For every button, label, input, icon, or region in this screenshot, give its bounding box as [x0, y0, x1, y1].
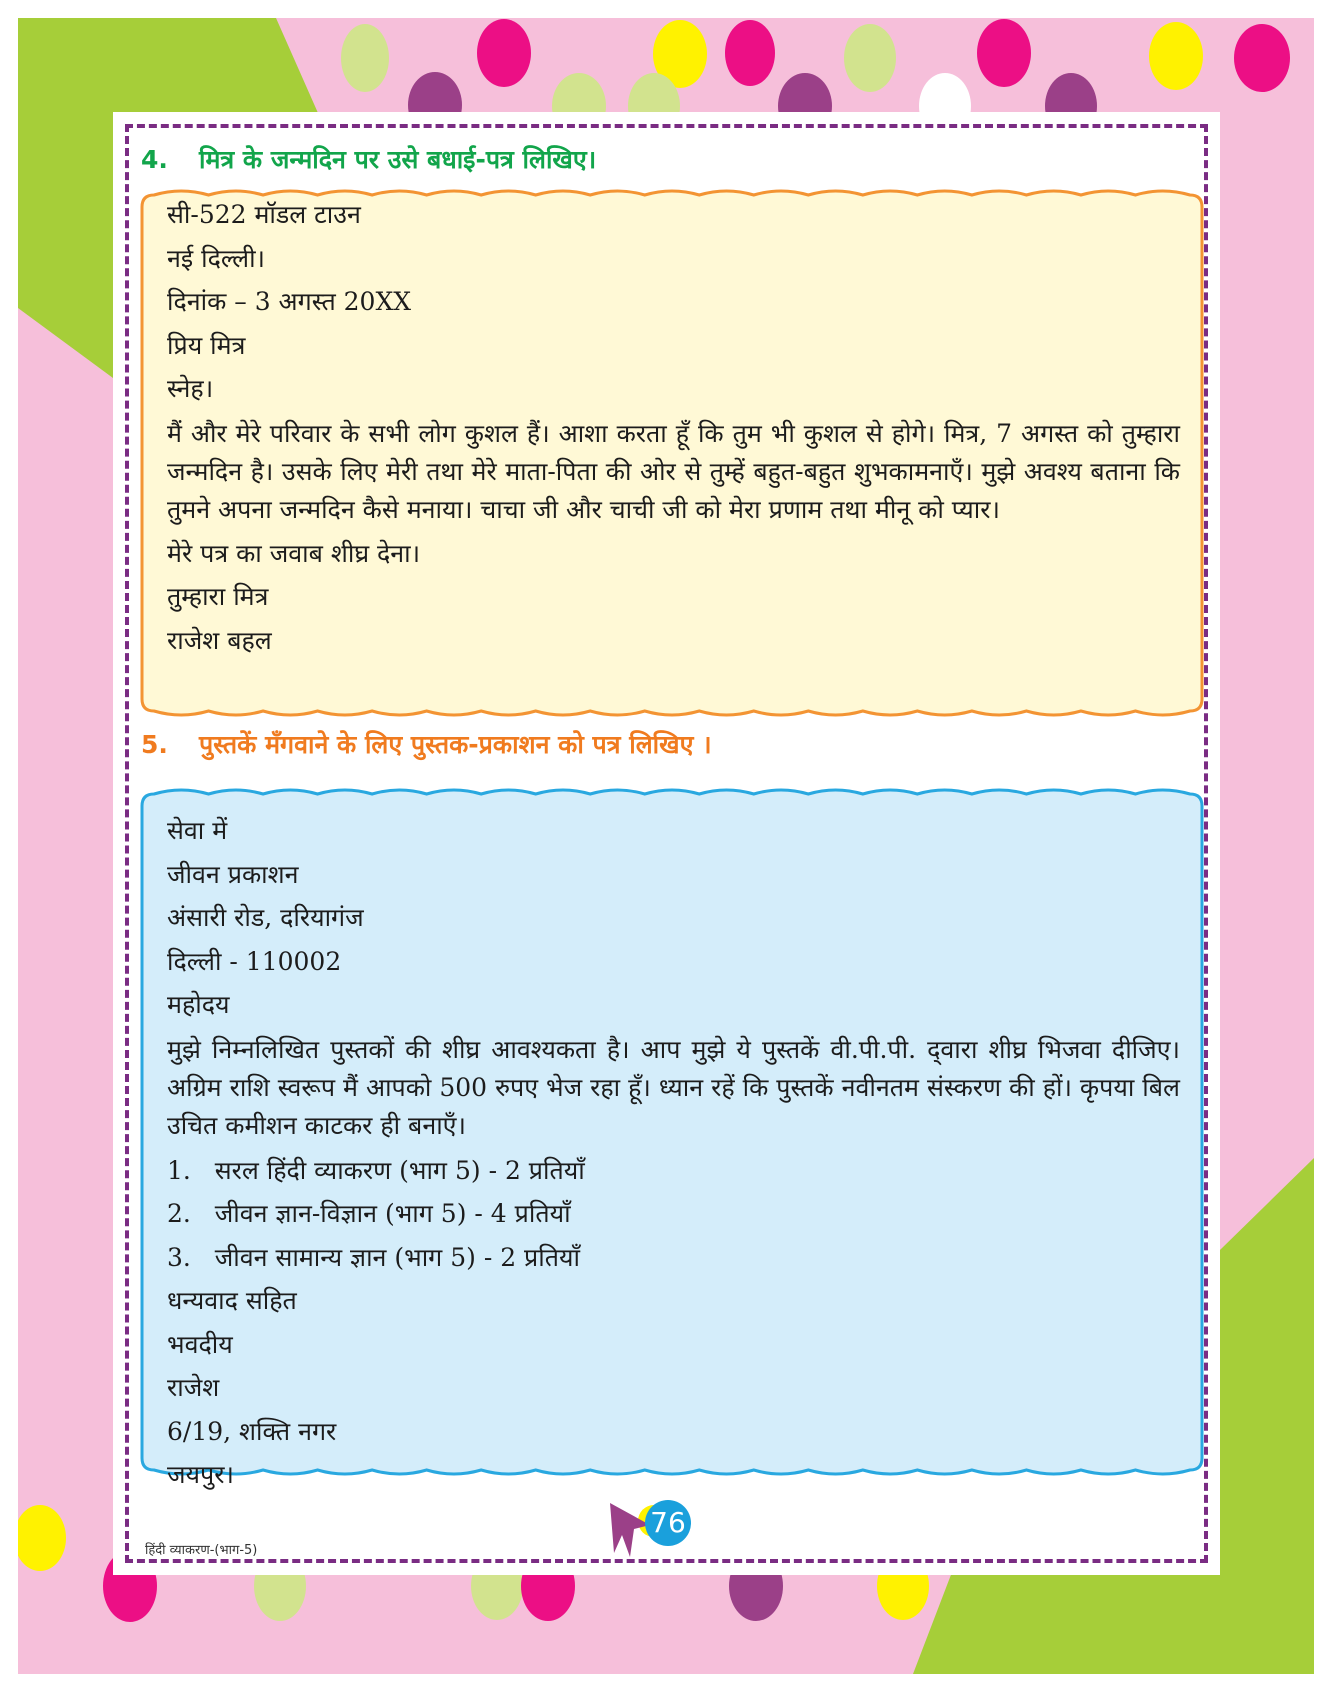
- letter-body: मुझे निम्नलिखित पुस्तकों की शीघ्र आवश्यकता है। आप मुझे ये पुस्तकें वी.पी.पी. द्‌वारा शीघ्र भिजवा दीजिए। अग्रिम राशि स्वरूप मैं आपको 500 रुपए भेज रहा हूँ। ध्यान रहें कि पुस्तकें नवीनतम संस्करण की हों। कृपया बिल उचित कमीशन काटकर ही बनाएँ।: [167, 1034, 1180, 1140]
- sender-address: 6/19, शक्ति नगर: [167, 1416, 337, 1446]
- sender-address-line1: सी-522 मॉडल टाउन: [167, 200, 361, 229]
- to-line: सेवा में: [167, 816, 228, 845]
- question-4-number: 4.: [141, 145, 168, 174]
- salutation: प्रिय मित्र: [167, 330, 246, 360]
- question-5-heading: [141, 727, 712, 761]
- book-list-item: 3. जीवन सामान्य ज्ञान (भाग 5) - 2 प्रतियाँ: [167, 1242, 580, 1272]
- page-number: 76: [645, 1500, 691, 1546]
- recipient-city: दिल्ली - 110002: [167, 946, 342, 976]
- question-4-heading: [141, 142, 596, 176]
- salutation: महोदय: [167, 990, 230, 1019]
- content-panel: [113, 112, 1220, 1575]
- letter-body: मैं और मेरे परिवार के सभी लोग कुशल हैं। आशा करता हूँ कि तुम भी कुशल से होगे। मित्र, 7 अगस्त को तुम्हारा जन्मदिन है। उसके लिए मेरी तथा मेरे माता-पिता की ओर से तुम्हें बहुत-बहुत शुभकामनाएँ। मुझे अवश्य बताना कि तुमने अपना जन्मदिन कैसे मनाया। चाचा जी और चाची जी को मेरा प्रणाम तथा मीनू को प्यार।: [167, 418, 1180, 524]
- greeting: स्नेह।: [167, 374, 214, 403]
- letter-closing: तुम्हारा मित्र: [167, 582, 269, 611]
- book-list-item: 2. जीवन ज्ञान-विज्ञान (भाग 5) - 4 प्रतियाँ: [167, 1199, 571, 1228]
- sender-address-line2: नई दिल्ली।: [167, 243, 266, 273]
- letter-date: दिनांक – 3 अगस्त 20XX: [167, 287, 412, 316]
- thanks-line: धन्यवाद सहित: [167, 1286, 297, 1315]
- letter-closing: भवदीय: [167, 1329, 233, 1359]
- birthday-letter-box: [140, 188, 1204, 718]
- recipient-name: जीवन प्रकाशन: [167, 859, 299, 889]
- reply-request: मेरे पत्र का जवाब शीघ्र देना।: [167, 538, 421, 568]
- sender-name: राजेश: [167, 1373, 220, 1402]
- question-5-title: पुस्तकें मँगवाने के लिए पुस्तक-प्रकाशन को पत्र लिखिए ।: [199, 730, 712, 759]
- book-order-letter: [167, 809, 1180, 1497]
- book-order-letter-box: [140, 787, 1204, 1489]
- recipient-address: अंसारी रोड, दरियागंज: [167, 903, 364, 932]
- letter-signature: राजेश बहल: [167, 625, 272, 655]
- sender-city: जयपुर।: [167, 1460, 234, 1489]
- book-list-item: 1. सरल हिंदी व्याकरण (भाग 5) - 2 प्रतियाँ: [167, 1155, 585, 1185]
- question-4-title: मित्र के जन्मदिन पर उसे बधाई-पत्र लिखिए।: [199, 145, 597, 174]
- book-title-footer: हिंदी व्याकरण-(भाग-5): [145, 1543, 258, 1558]
- birthday-letter: [167, 193, 1180, 662]
- question-5-number: 5.: [141, 730, 168, 759]
